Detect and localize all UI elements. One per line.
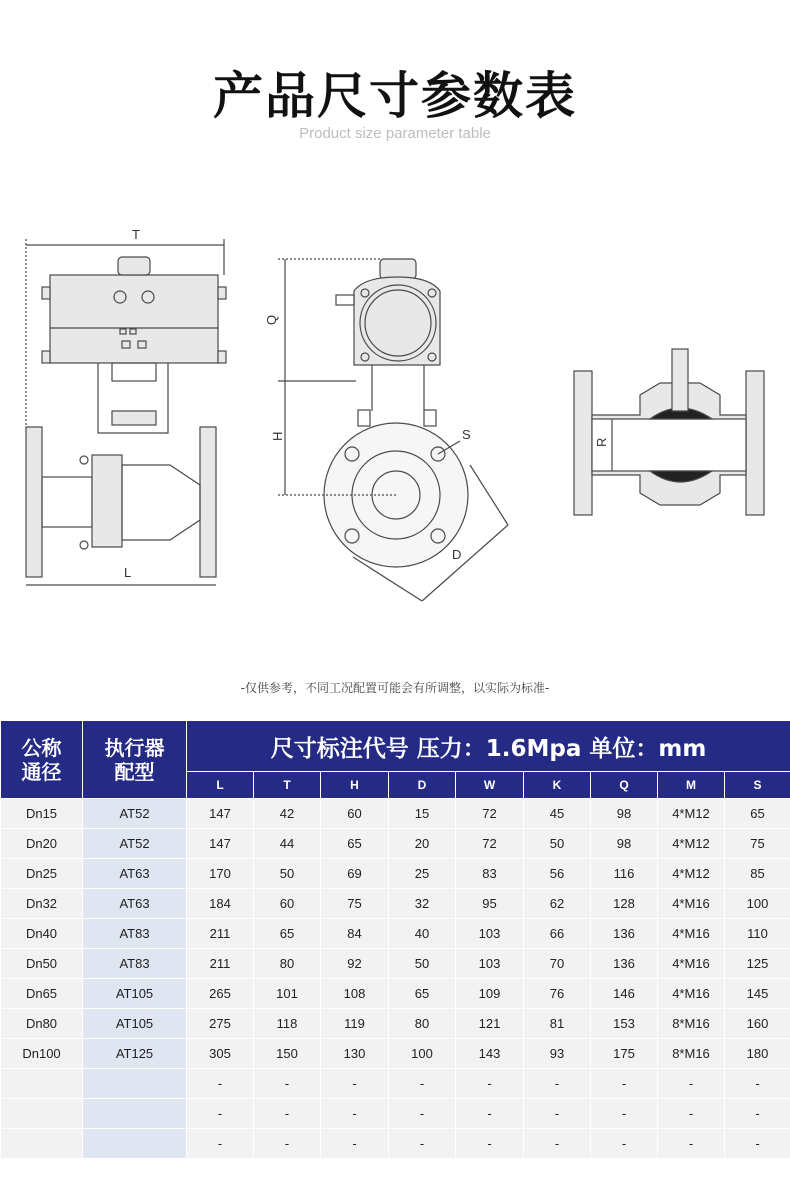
cell-dimension-value: 160 [725, 1009, 790, 1039]
cell-dimension-value: 50 [389, 949, 456, 979]
cell-dimension-value: 42 [254, 799, 321, 829]
cell-dimension-value: 44 [254, 829, 321, 859]
cell-dimension-value: 136 [591, 919, 658, 949]
cell-dimension-value: 108 [321, 979, 389, 1009]
cell-dimension-value: 69 [321, 859, 389, 889]
cell-dimension-value: 121 [456, 1009, 524, 1039]
cell-actuator-model: AT52 [83, 799, 187, 829]
cell-dimension-value: 65 [389, 979, 456, 1009]
cell-dimension-value: 80 [389, 1009, 456, 1039]
cell-actuator-model: AT52 [83, 829, 187, 859]
cell-nominal-diameter: Dn20 [1, 829, 83, 859]
cell-dimension-value: 72 [456, 799, 524, 829]
cell-dimension-value: - [187, 1129, 254, 1159]
cell-dimension-value: 62 [524, 889, 591, 919]
cell-actuator-model: AT83 [83, 949, 187, 979]
cell-nominal-diameter: Dn80 [1, 1009, 83, 1039]
cell-nominal-diameter: Dn32 [1, 889, 83, 919]
table-row [1, 1069, 790, 1099]
cell-dimension-value: 70 [524, 949, 591, 979]
cell-actuator-model [83, 1129, 187, 1159]
cell-dimension-value: 170 [187, 859, 254, 889]
dim-label-t: T [132, 227, 140, 242]
cell-dimension-value: 128 [591, 889, 658, 919]
header-dimension-group: 尺寸标注代号 压力：1.6Mpa 单位：mm [187, 721, 790, 772]
cell-dimension-value: 65 [321, 829, 389, 859]
cell-dimension-value: 75 [725, 829, 790, 859]
cell-dimension-value: - [524, 1099, 591, 1129]
header-col: Q [591, 772, 658, 799]
cell-dimension-value: - [725, 1129, 790, 1159]
cell-dimension-value: 60 [254, 889, 321, 919]
cell-dimension-value: - [254, 1099, 321, 1129]
dim-label-s: S [462, 427, 471, 442]
cell-dimension-value: 15 [389, 799, 456, 829]
cell-nominal-diameter [1, 1129, 83, 1159]
cell-dimension-value: 93 [524, 1039, 591, 1069]
cell-dimension-value: - [456, 1069, 524, 1099]
header-col: L [187, 772, 254, 799]
cell-dimension-value: 81 [524, 1009, 591, 1039]
cell-dimension-value: 60 [321, 799, 389, 829]
table-row [1, 1099, 790, 1129]
cell-dimension-value: - [456, 1129, 524, 1159]
cell-dimension-value: - [658, 1099, 725, 1129]
header-col: K [524, 772, 591, 799]
cell-dimension-value: 66 [524, 919, 591, 949]
cell-dimension-value: - [524, 1129, 591, 1159]
cell-dimension-value: - [658, 1129, 725, 1159]
table-row [1, 1129, 790, 1159]
table-row [1, 979, 790, 1009]
cell-dimension-value: 211 [187, 949, 254, 979]
cell-dimension-value: 85 [725, 859, 790, 889]
header-nominal-diameter: 公称 通径 [1, 721, 83, 799]
dim-label-q: Q [264, 314, 279, 325]
cell-dimension-value: 100 [389, 1039, 456, 1069]
cell-dimension-value: - [456, 1099, 524, 1129]
cell-dimension-value: - [321, 1099, 389, 1129]
table-row [1, 829, 790, 859]
cell-nominal-diameter: Dn100 [1, 1039, 83, 1069]
cell-dimension-value: 20 [389, 829, 456, 859]
cell-dimension-value: 100 [725, 889, 790, 919]
cell-nominal-diameter: Dn40 [1, 919, 83, 949]
cell-dimension-value: 147 [187, 829, 254, 859]
cell-dimension-value: - [591, 1069, 658, 1099]
cell-nominal-diameter: Dn50 [1, 949, 83, 979]
cell-dimension-value: 8*M16 [658, 1039, 725, 1069]
cell-dimension-value: 65 [725, 799, 790, 829]
cell-dimension-value: 119 [321, 1009, 389, 1039]
cell-dimension-value: 101 [254, 979, 321, 1009]
cell-dimension-value: 180 [725, 1039, 790, 1069]
dim-label-l: L [124, 565, 132, 580]
cell-dimension-value: 130 [321, 1039, 389, 1069]
cell-dimension-value: 98 [591, 799, 658, 829]
cell-dimension-value: - [389, 1099, 456, 1129]
cell-dimension-value: 98 [591, 829, 658, 859]
cell-dimension-value: 265 [187, 979, 254, 1009]
cell-dimension-value: 25 [389, 859, 456, 889]
dim-label-h: H [270, 431, 285, 441]
cell-nominal-diameter: Dn25 [1, 859, 83, 889]
cell-dimension-value: 32 [389, 889, 456, 919]
cell-nominal-diameter [1, 1099, 83, 1129]
header-col: H [321, 772, 389, 799]
cell-dimension-value: 136 [591, 949, 658, 979]
cell-nominal-diameter: Dn15 [1, 799, 83, 829]
cell-dimension-value: - [725, 1069, 790, 1099]
cell-dimension-value: 4*M16 [658, 889, 725, 919]
cell-dimension-value: 84 [321, 919, 389, 949]
cell-actuator-model [83, 1069, 187, 1099]
cell-actuator-model: AT63 [83, 859, 187, 889]
table-row [1, 919, 790, 949]
disclaimer-note: -仅供参考，不同工况配置可能会有所调整，以实际为标准- [240, 681, 550, 695]
cell-actuator-model: AT125 [83, 1039, 187, 1069]
cell-dimension-value: - [389, 1069, 456, 1099]
cell-dimension-value: 75 [321, 889, 389, 919]
cell-dimension-value: 116 [591, 859, 658, 889]
valve-dimension-drawing [0, 215, 790, 615]
cell-dimension-value: 40 [389, 919, 456, 949]
cell-dimension-value: 80 [254, 949, 321, 979]
cell-dimension-value: 76 [524, 979, 591, 1009]
cell-dimension-value: 92 [321, 949, 389, 979]
cell-dimension-value: 4*M12 [658, 799, 725, 829]
dim-label-r: R [594, 437, 609, 447]
cell-dimension-value: - [321, 1069, 389, 1099]
page-title: 产品尺寸参数表 [213, 67, 577, 125]
cell-dimension-value: - [725, 1099, 790, 1129]
cell-actuator-model: AT83 [83, 919, 187, 949]
header-actuator-model: 执行器 配型 [83, 721, 187, 799]
table-row [1, 859, 790, 889]
cell-dimension-value: 305 [187, 1039, 254, 1069]
cell-dimension-value: 83 [456, 859, 524, 889]
cell-dimension-value: - [321, 1129, 389, 1159]
cell-actuator-model: AT105 [83, 1009, 187, 1039]
cell-actuator-model: AT63 [83, 889, 187, 919]
cell-actuator-model [83, 1099, 187, 1129]
cell-dimension-value: - [187, 1099, 254, 1129]
cell-dimension-value: 125 [725, 949, 790, 979]
cell-dimension-value: 65 [254, 919, 321, 949]
cell-dimension-value: 184 [187, 889, 254, 919]
cell-nominal-diameter: Dn65 [1, 979, 83, 1009]
cell-dimension-value: 4*M16 [658, 949, 725, 979]
cell-dimension-value: - [591, 1099, 658, 1129]
cell-dimension-value: 153 [591, 1009, 658, 1039]
cell-dimension-value: 45 [524, 799, 591, 829]
cell-dimension-value: 147 [187, 799, 254, 829]
cell-dimension-value: 211 [187, 919, 254, 949]
cell-dimension-value: 143 [456, 1039, 524, 1069]
cell-dimension-value: 109 [456, 979, 524, 1009]
cell-dimension-value: - [254, 1129, 321, 1159]
cell-dimension-value: 103 [456, 949, 524, 979]
cell-dimension-value: 4*M12 [658, 829, 725, 859]
cell-dimension-value: 4*M12 [658, 859, 725, 889]
cell-dimension-value: 8*M16 [658, 1009, 725, 1039]
cell-actuator-model: AT105 [83, 979, 187, 1009]
spec-table [0, 720, 790, 1159]
table-row [1, 949, 790, 979]
cell-dimension-value: - [524, 1069, 591, 1099]
cell-dimension-value: 50 [524, 829, 591, 859]
cell-dimension-value: - [389, 1129, 456, 1159]
header-col: D [389, 772, 456, 799]
header-col: M [658, 772, 725, 799]
cell-dimension-value: 56 [524, 859, 591, 889]
cell-dimension-value: - [254, 1069, 321, 1099]
page-subtitle: Product size parameter table [299, 125, 491, 142]
cell-dimension-value: 4*M16 [658, 979, 725, 1009]
table-row [1, 1039, 790, 1069]
cell-dimension-value: 4*M16 [658, 919, 725, 949]
cell-dimension-value: - [591, 1129, 658, 1159]
table-row [1, 799, 790, 829]
cell-dimension-value: 175 [591, 1039, 658, 1069]
cell-dimension-value: 118 [254, 1009, 321, 1039]
header-col: T [254, 772, 321, 799]
cell-dimension-value: 146 [591, 979, 658, 1009]
dim-label-d: D [452, 547, 462, 562]
cell-dimension-value: 72 [456, 829, 524, 859]
header-col: W [456, 772, 524, 799]
cell-dimension-value: 150 [254, 1039, 321, 1069]
table-row [1, 889, 790, 919]
cell-dimension-value: - [187, 1069, 254, 1099]
cell-dimension-value: 110 [725, 919, 790, 949]
table-row [1, 1009, 790, 1039]
actuator-body [50, 275, 218, 363]
cell-dimension-value: 95 [456, 889, 524, 919]
cell-dimension-value: - [658, 1069, 725, 1099]
cell-dimension-value: 275 [187, 1009, 254, 1039]
cell-dimension-value: 50 [254, 859, 321, 889]
header-col: S [725, 772, 790, 799]
cell-dimension-value: 145 [725, 979, 790, 1009]
cell-nominal-diameter [1, 1069, 83, 1099]
cell-dimension-value: 103 [456, 919, 524, 949]
